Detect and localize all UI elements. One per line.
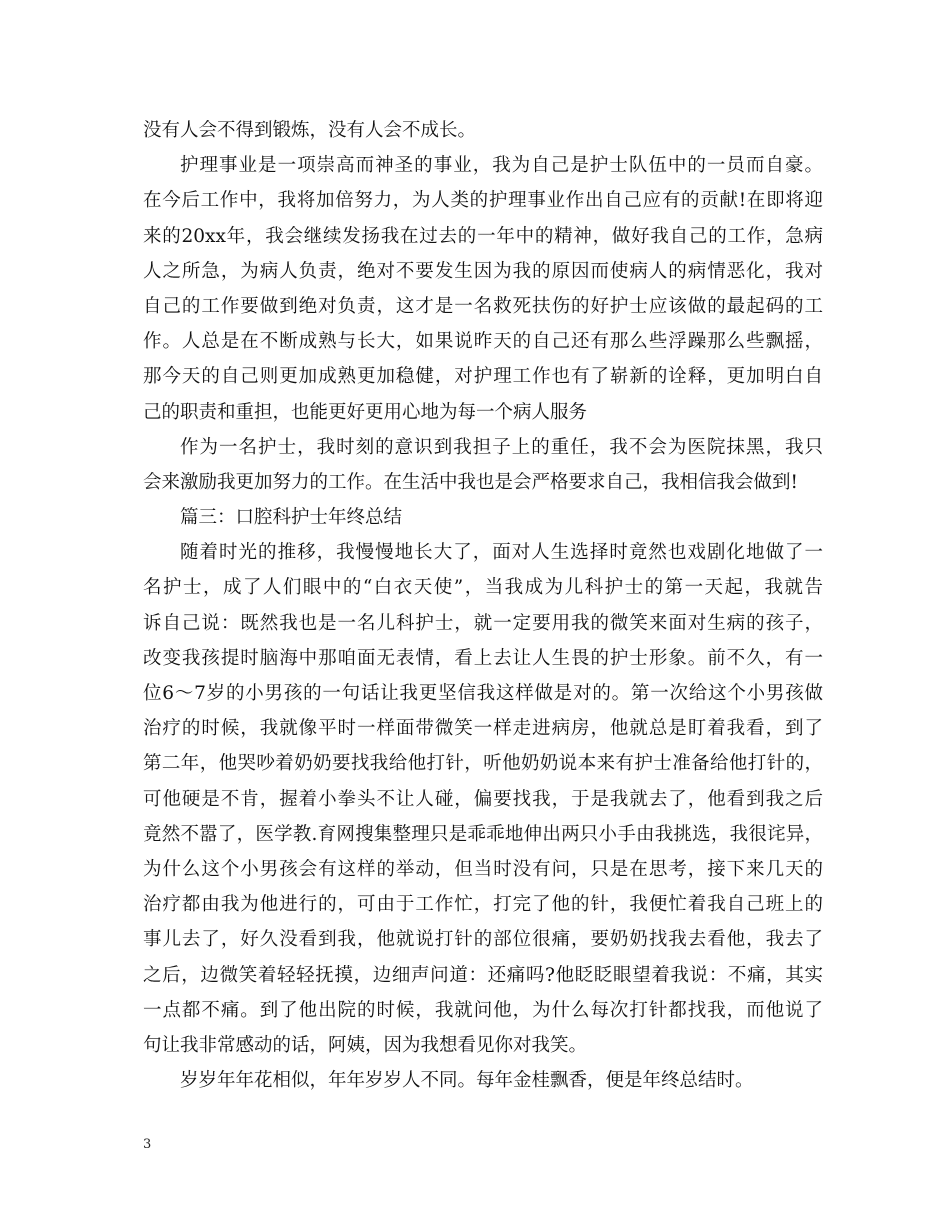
text-line: 竟然不嚣了，医学教.育网搜集整理只是乖乖地伸出两只小手由我挑选，我很诧异， — [143, 823, 823, 845]
text-line: 位6～7岁的小男孩的一句话让我更坚信我这样做是对的。第一次给这个小男孩做 — [143, 683, 823, 704]
text-line: 诉自己说：既然我也是一名儿科护士，就一定要用我的微笑来面对生病的孩子， — [143, 612, 823, 634]
text-line: 岁岁年年花相似，年年岁岁人不同。每年金桂飘香，便是年终总结时。 — [180, 1070, 754, 1092]
text-line: 在今后工作中，我将加倍努力，为人类的护理事业作出自己应有的贡献!在即将迎 — [143, 190, 823, 212]
text-line: 人之所急，为病人负责，绝对不要发生因为我的原因而使病人的病情恶化，我对 — [143, 260, 823, 282]
text-line: 来的20xx年，我会继续发扬我在过去的一年中的精神，做好我自己的工作，急病 — [143, 225, 823, 247]
text-line: 会来激励我更加努力的工作。在生活中我也是会严格要求自己，我相信我会做到! — [143, 471, 798, 493]
text-line: 作为一名护士，我时刻的意识到我担子上的重任，我不会为医院抹黑，我只 — [180, 436, 823, 458]
text-line: 没有人会不得到锻炼，没有人会不成长。 — [143, 120, 477, 141]
text-line: 己的职责和重担，也能更好更用心地为每一个病人服务 — [143, 401, 588, 423]
page-number: 3 — [143, 1137, 152, 1152]
text-line: 治疗都由我为他进行的，可由于工作忙，打完了他的针，我便忙着我自己班上的 — [143, 894, 823, 916]
text-line: 名护士，成了人们眼中的“白衣天使”，当我成为儿科护士的第一天起，我就告 — [143, 577, 823, 599]
text-line: 第二年，他哭吵着奶奶要找我给他打针，听他奶奶说本来有护士准备给他打针的， — [143, 753, 823, 775]
text-line: 为什么这个小男孩会有这样的举动，但当时没有问，只是在思考，接下来几天的 — [143, 858, 823, 880]
text-line: 治疗的时候，我就像平时一样面带微笑一样走进病房，他就总是盯着我看，到了 — [143, 718, 823, 740]
text-line: 护理事业是一项崇高而神圣的事业，我为自己是护士队伍中的一员而自豪。 — [180, 155, 823, 177]
text-line: 可他硬是不肯，握着小拳头不让人碰，偏要找我，于是我就去了，他看到我之后 — [143, 788, 823, 810]
document-body — [143, 113, 823, 1098]
text-line: 篇三：口腔科护士年终总结 — [180, 507, 403, 529]
text-line: 随着时光的推移，我慢慢地长大了，面对人生选择时竟然也戏剧化地做了一 — [180, 542, 823, 564]
text-line: 事儿去了，好久没看到我，他就说打针的部位很痛，要奶奶找我去看他，我去了 — [143, 929, 823, 951]
text-line: 之后，边微笑着轻轻抚摸，边细声问道：还痛吗?他眨眨眼望着我说：不痛，其实 — [143, 964, 823, 986]
text-line: 改变我孩提时脑海中那咱面无表情，看上去让人生畏的护士形象。前不久，有一 — [143, 647, 823, 669]
text-line: 那今天的自己则更加成熟更加稳健，对护理工作也有了崭新的诠释，更加明白自 — [143, 366, 823, 388]
text-line: 句让我非常感动的话，阿姨，因为我想看见你对我笑。 — [143, 1034, 588, 1056]
text-line: 一点都不痛。到了他出院的时候，我就问他，为什么每次打针都找我，而他说了 — [143, 999, 823, 1021]
text-line: 自己的工作要做到绝对负责，这才是一名救死扶伤的好护士应该做的最起码的工 — [143, 295, 823, 317]
text-line: 作。人总是在不断成熟与长大，如果说昨天的自己还有那么些浮躁那么些飘摇， — [143, 331, 823, 353]
